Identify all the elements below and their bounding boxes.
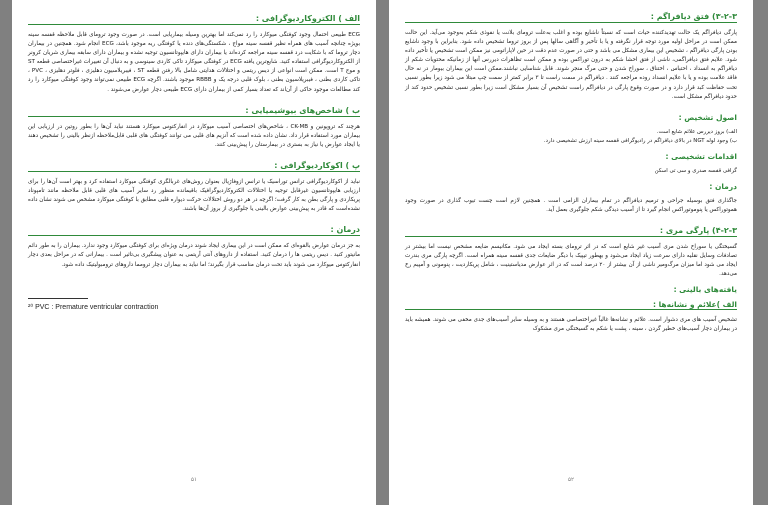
paragraph-treatment-right: جاگذاری فتق بوسیله جراحی و ترمیم دیافراگم در تمام بیماران الزامی است . همچنین لازم است چست تیوب گذاری در صورت وجود هموتوراکس یا پنوموتوراکس انجام گیرد تا از آسیب دیدگی شکم جلوگیری بعمل آید. bbox=[405, 197, 737, 213]
section-heading-diagnostic-measures: اقدامات تشخیصی : bbox=[665, 151, 737, 161]
section-heading-diaphragm-hernia: ۳-۲-۳) فتق دیافراگم : bbox=[405, 12, 737, 23]
paragraph-echocardiography: نباید از اکوکاردیوگرافی ترانس توراسیک یا ترانس ازوفاژیال بعنوان روش‌های غربالگری کوفتگی میوکارد استفاده کرد و بهتر است آن‌ها را برای ارزیابی هایپوتانسیون غیرقابل توجیه یا اختلالات الکتروکاردیوگرافیک باقیمانده منظور رد سایر آسیب های قلبی قابل ملاحظه مانند تامپوناد پریکاردی و پارگی بطن به کار گرفت؛ اگرچه در هر دو روش اختلالات حرکت دیواره قلبی مطابق با کوفتگی میوکارد مشخص می شوند نشان داده نشده‌است که قادر به پیش‌بینی عوارض بالینی یا جلوگیری از بروز آن‌ها باشند. bbox=[28, 178, 360, 213]
section-heading-treatment: درمان : bbox=[28, 225, 360, 236]
section-heading-esophageal-rupture: ۴-۲-۳) پارگی مری : bbox=[405, 226, 737, 237]
footnote: ²⁰ PVC : Premature ventricular contraction bbox=[28, 303, 159, 311]
paragraph-treatment: به جز درمان عوارض بالقوه‌ای که ممکن است در این بیماری ایجاد شوند درمان ویژه‌ای برای کوفتگی میوکارد وجود ندارد. بیماران را به طور دائم مانیتور کنید . دیس ریتمی ها را درمان کنید. استفاده از داروهای آنتی آریتمی به عنوان پیشگیری بی‌تاثیر است . بیمارانی که در مراحل بعدی دچار انفارکتوس میوکارد می شوند باید تحت درمان مناسب قرار بگیرند؛ اما نباید به بیماران دچار ترومما داروهای ترومبولیتیک داده شود. bbox=[28, 243, 360, 268]
section-heading-biomarkers: ب ) شاخص‌های بیوشیمیایی : bbox=[28, 106, 360, 117]
section-heading-ecg: الف ) الکتروکاردیوگرافی : bbox=[28, 14, 360, 25]
diagnosis-item-a: الف) بروز دیررس علائم شایع است. bbox=[656, 128, 737, 135]
document-page-right bbox=[389, 0, 753, 505]
paragraph-ecg: ECG طبیعی احتمال وجود کوفتگی میوکارد را رد نمی‌کند اما بهترین وسیله بیماریابی است. در صورت وجود ترومای قابل ملاحظه قفسه سینه بویژه چنانچه آسیب های همراه نظیر قفسه سینه مواج ، شکستگی‌های دنده یا کوفتگی ریه موجود باشد، ECG انجام شود. همچنین در بیماران دچار تروما که با شکایت درد قفسه سینه مراجعه کرده‌اند یا بیماران دارای هایپوتانسیون توجیه نشده و بیماران دارای سابقه بیماری شریان کرونر از الکتروکاردیوگرافی استفاده کنید. شایع‌ترین یافته ECG در کوفتگی میوکارد تاکی کاردی سینوسی و به دنبال آن تغییرات غیراختصاصی قطعه ST و موج T است. ممکن است انواعی از دیس ریتمی و اختلالات هدایتی شامل بالا رفتن قطعه ST ، فیبریلاسیون دهلیزی ، فلوتر دهلیزی ، PVC ، تاکی کاردی بطنی ، فیبریلاسیون بطنی ، بلوک قلبی درجه یک و RBBB موجود باشند. اگرچه ECG طبیعی نمی‌تواند وجود کوفتگی میوکارد را رد کند مطالعات موجود حاکی از آن‌اند که تعداد بسیار کمی از بیماران دارای ECG طبیعی دچار عوارض می‌شوند . bbox=[28, 32, 361, 93]
section-heading-diagnosis-principles: اصول تشخیص : bbox=[678, 112, 737, 122]
page-number: ۵۱ bbox=[191, 477, 197, 483]
paragraph-signs-symptoms: تشخیص آسیب های مری دشوار است. علائم و نشانه‌ها غالباً غیراختصاصی هستند و به وسیله سایر آسیب‌های جدی مخفی می شوند. همیشه باید در بیماران دچار آسیب‌های خطیر گردن ، سینه ، پشت یا شکم به گسیختگی مری مشکوک bbox=[405, 317, 737, 333]
paragraph-esophageal-rupture: گسیختگی یا سوراخ شدن مری آسیب غیر شایع است که در اثر ترومای بسته ایجاد می شود. مکانیسم ضایعه مشخص نیست اما بیشتر در تصادفات وسایل نقلیه دارای سرعت زیاد ایجاد می‌شود و بهطور تیپیک با دیگر ضایعات جدی قفسه سینه همراه است. اگرچه پارگی مری بندرت ایجاد می شود اما میزان مرگ‌ومیر ناشی از آن بیشتر از ۲۰ درصد است که در اثر عوارض مدیاستینیت ، شامل پریکاردیت ، پنومونی و آمپیم رخ می‌دهد. bbox=[405, 243, 737, 278]
paragraph-diagnostic-measures: گرافی قفسه صدری و سی تی اسکن bbox=[654, 167, 737, 174]
footnote-divider bbox=[28, 298, 88, 299]
section-heading-echocardiography: پ ) اکوکاردیوگرافی : bbox=[28, 161, 360, 172]
paragraph-diaphragm-hernia: پارگی دیافراگم یک حالت تهدیدکننده حیات است که نسبتاً ناشایع بوده و اغلب به‌علت ترومای بلانت یا نفوذی شکم به‌وجود می‌آید. این حالت ممکن است در مراحل اولیه مورد توجه قرار نگرفته و یا با تأخیر و آگاهی سالها پس از بروز تروما تشخیص داده شود. بنابراین با وجود ناشایع بودن پارگی دیافراگم ، تشخیص این بیماری مشکل می باشد و حتی در صورت عدم دقت در حین لاپاراتومی نیز ممکن است تشخیص یا تأخیر داده شود. علایم فتق دیافراگمی، ناشی از فتق احشا شکم به درون توراکس بوده و ممکن است تظاهرات دیررس آنها از زمانیکه محتویات شکم از دیافراگم به انسداد ، احتباس ، اختناق ، سوراخ شدن و حتی مرگ منجر شوند. قابل شناسایی نباشند.ممکن است این بیماران بیومار در نه حال فاقد علامت بوده و یا با علایم انسداد روده مراجعه کنند . دیافراگم در سمت راست تا ۳ برابر کمتر از سمت چپ مبتلا می شود زیرا بطور نسبی تحت حفاظت کبد قرار دارد و در صورت وقوع پارگی در دیافراگم راست تشخیص آن بسیار مشکل است زیرا بطور نسبی تشخیص حدود کند از حدود دیافراگم مشکل است. bbox=[405, 30, 737, 100]
diagnosis-item-b: ب) وجود لوله NGT در بالای دیافراگم در رادیوگرافی قفسه سینه ارزش تشخیصی دارد. bbox=[543, 137, 737, 144]
section-heading-clinical-findings: یافته‌های بالینی : bbox=[673, 285, 737, 295]
page-number: ۵۲ bbox=[568, 477, 574, 483]
section-heading-treatment-right: درمان : bbox=[709, 181, 737, 191]
document-page-left bbox=[12, 0, 376, 505]
paragraph-biomarkers: هرچند که تروپونین و CK-MB ، شاخص‌های اختصاصی آسیب میوکارد در انفارکتوس میوکارد هستند نباید آن‌ها را بطور روتین در ارزیابی این بیماران مورد استفاده قرار داد. نشان داده شده است که آنزیم های قلبی می توانند کوفتگی های قلبی قابل‌ملاحظه ازنظر بالینی را تشخیص دهند یا ایجاد عوارض یا نیاز به بستری در بیمارستان را پیش‌بینی کنند. bbox=[28, 123, 361, 148]
section-heading-signs-symptoms: الف )علائم و نشانه‌ها : bbox=[405, 300, 737, 310]
